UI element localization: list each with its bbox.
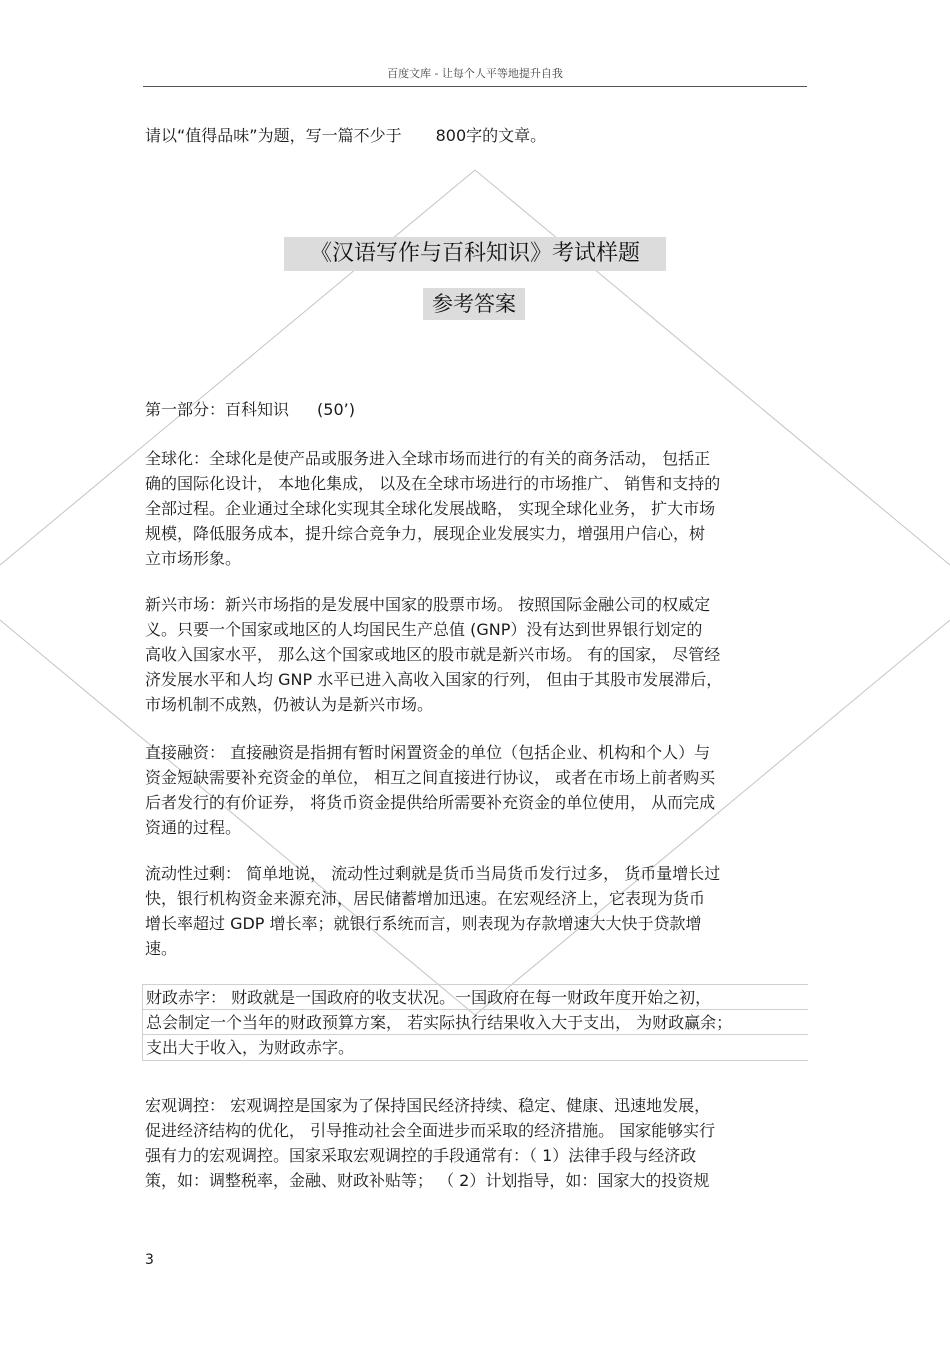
paragraph-macro-control (145, 1093, 815, 1190)
paragraph-line: 全球化：全球化是使产品或服务进入全球市场而进行的有关的商务活动， 包括正 (145, 449, 711, 468)
paragraph-line: 济发展水平和人均 GNP 水平已进入高收入国家的行列， 但由于其股市发展滞后， (145, 670, 723, 689)
paragraph-line: 策，如：调整税率，金融、财政补贴等； （ 2）计划指导，如：国家大的投资规 (145, 1171, 710, 1190)
paragraph-line: 资通的过程。 (145, 818, 242, 837)
paragraph-line: 高收入国家水平， 那么这个国家或地区的股市就是新兴市场。 有的国家， 尽管经 (145, 645, 721, 664)
paragraph-line: 财政赤字： 财政就是一国政府的收支状况。一国政府在每一财政年度开始之初， (143, 985, 808, 1010)
paragraph-line: 后者发行的有价证券， 将货币资金提供给所需要补充资金的单位使用， 从而完成 (145, 793, 716, 812)
paragraph-line: 直接融资： 直接融资是指拥有暂时闲置资金的单位（包括企业、机构和个人）与 (145, 743, 711, 762)
paragraph-line: 规模，降低服务成本，提升综合竞争力，展现企业发展实力，增强用户信心，树 (145, 524, 706, 543)
document-subtitle: 参考答案 (423, 288, 525, 320)
paragraph-line: 新兴市场：新兴市场指的是发展中国家的股票市场。 按照国际金融公司的权威定 (145, 595, 711, 614)
paragraph-excess-liquidity (145, 861, 815, 961)
paragraph-line: 市场机制不成熟，仍被认为是新兴市场。 (145, 695, 434, 714)
paragraph-line: 流动性过剩： 简单地说， 流动性过剩就是货币当局货币发行过多， 货币量增长过 (145, 864, 721, 883)
paragraph-line: 确的国际化设计， 本地化集成， 以及在全球市场进行的市场推广、 销售和支持的 (145, 474, 721, 493)
paragraph-line: 宏观调控： 宏观调控是国家为了保持国民经济持续、稳定、健康、迅速地发展， (145, 1096, 711, 1115)
paragraph-line: 资金短缺需要补充资金的单位， 相互之间直接进行协议， 或者在市场上前者购买 (145, 768, 716, 787)
paragraph-fiscal-deficit (142, 984, 808, 1061)
paragraph-line: 全部过程。企业通过全球化实现其全球化发展战略， 实现全球化业务， 扩大市场 (145, 499, 716, 518)
paragraph-direct-financing (145, 740, 815, 840)
essay-prompt-length: 800字的文章。 (435, 126, 547, 145)
paragraph-emerging-markets (145, 592, 815, 717)
paragraph-line: 强有力的宏观调控。国家采取宏观调控的手段通常有：（ 1）法律手段与经济政 (145, 1146, 697, 1165)
paragraph-line: 总会制定一个当年的财政预算方案， 若实际执行结果收入大于支出， 为财政赢余； (143, 1010, 808, 1035)
page-number: 3 (145, 1252, 154, 1268)
paragraph-line: 义。只要一个国家或地区的人均国民生产总值 (GNP）没有达到世界银行划定的 (145, 620, 703, 639)
essay-prompt (145, 124, 546, 148)
section-score: (50’) (317, 400, 355, 419)
paragraph-line: 支出大于收入，为财政赤字。 (146, 1038, 355, 1057)
paragraph-globalization (145, 446, 815, 571)
paragraph-line: 快，银行机构资金来源充沛，居民储蓄增加迅速。在宏观经济上，它表现为货币 (145, 889, 706, 908)
page-header: 百度文库 - 让每个人平等地提升自我 (143, 66, 807, 87)
section-heading (145, 398, 355, 422)
paragraph-line: 促进经济结构的优化， 引导推动社会全面进步而采取的经济措施。 国家能够实行 (145, 1121, 716, 1140)
paragraph-line: 立市场形象。 (145, 549, 242, 568)
document-title: 《汉语写作与百科知识》考试样题 (284, 237, 666, 271)
essay-prompt-text: 请以“值得品味”为题，写一篇不少于 (145, 126, 402, 145)
section-label: 第一部分：百科知识 (145, 400, 290, 419)
paragraph-line: 速。 (145, 939, 178, 958)
paragraph-line: 增长率超过 GDP 增长率；就银行系统而言，则表现为存款增速大大快于贷款增 (145, 914, 702, 933)
